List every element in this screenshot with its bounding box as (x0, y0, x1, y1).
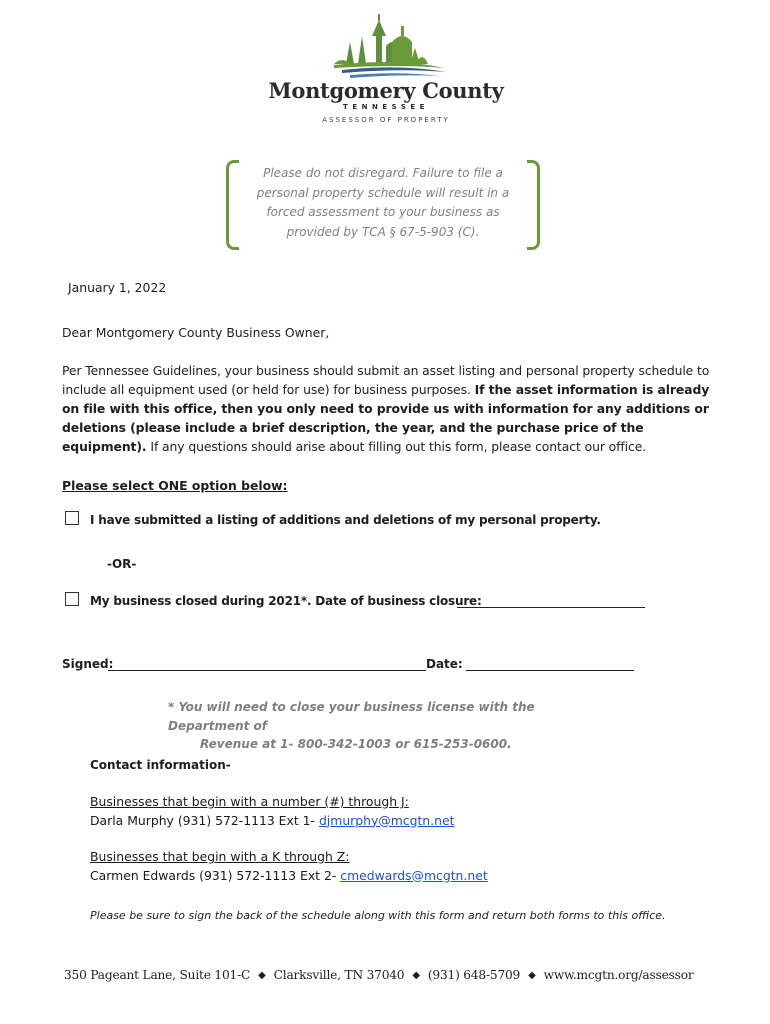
date-label: Date: (426, 657, 463, 671)
contact-range: Businesses that begin with a number (#) through J: (90, 794, 409, 809)
contact-range: Businesses that begin with a K through Z: (90, 849, 350, 864)
salutation: Dear Montgomery County Business Owner, (62, 325, 330, 340)
option1-label: I have submitted a listing of additions and deletions of my personal property. (90, 513, 601, 527)
or-label: -OR- (107, 557, 137, 571)
diamond-separator-icon: ◆ (528, 970, 536, 981)
footnote-line1: * You will need to close your business license with the Department of (168, 700, 535, 733)
closure-date-field[interactable] (457, 607, 645, 608)
para-intro: Per Tennessee Guidelines, your business should submit an asset listing and personal property schedule to include all equipment used (or held for use) for business purposes. (62, 363, 710, 397)
option1-checkbox[interactable] (65, 511, 79, 525)
county-name: Montgomery County (268, 78, 504, 103)
signature-field[interactable] (108, 670, 426, 671)
contact-line (90, 812, 454, 831)
email-link[interactable]: djmurphy@mcgtn.net (318, 812, 455, 828)
para-bold: If the asset information is already on file with this office, then you only need to provide us with information for any additions or deletions (please include a brief description, the year, and the purchase price of the equipment). (62, 382, 710, 454)
county-skyline-logo-icon (250, 12, 522, 82)
contact-heading: Contact information- (90, 758, 231, 772)
instructions-paragraph (62, 361, 712, 456)
footer-address: 350 Pageant Lane, Suite 101-C (64, 968, 251, 982)
county-department: ASSESSOR OF PROPERTY (322, 116, 450, 124)
contact-group-2 (90, 848, 488, 885)
diamond-separator-icon: ◆ (258, 970, 266, 981)
footnote (168, 698, 608, 754)
letter-date: January 1, 2022 (68, 280, 167, 295)
email-link[interactable]: cmedwards@mcgtn.net (340, 867, 488, 883)
county-state: TENNESSEE (343, 103, 429, 111)
contact-line (90, 867, 488, 886)
footer-city: Clarksville, TN 37040 (273, 968, 405, 982)
diamond-separator-icon: ◆ (412, 970, 420, 981)
contact-person: Darla Murphy (931) 572-1113 Ext 1- (90, 812, 319, 828)
option2-checkbox[interactable] (65, 592, 79, 606)
contact-person: Carmen Edwards (931) 572-1113 Ext 2- (90, 867, 341, 883)
footer-address-bar (64, 968, 724, 982)
footer-website[interactable]: www.mcgtn.org/assessor (543, 968, 694, 982)
notice-text: Please do not disregard. Failure to file a personal property schedule will result in a forced assessment to your business as provided by TCA § 67-5-903 (C). (256, 166, 510, 239)
select-heading: Please select ONE option below: (62, 478, 288, 493)
contact-group-1 (90, 793, 454, 830)
right-bracket (527, 160, 540, 250)
signed-label: Signed: (62, 657, 114, 671)
option2-label: My business closed during 2021*. Date of business closure: (90, 594, 482, 608)
footer-phone: (931) 648-5709 (427, 968, 521, 982)
footnote-line2: Revenue at 1- 800-342-1003 or 615-253-0600. (200, 737, 512, 751)
left-bracket (226, 160, 239, 250)
county-logo (250, 12, 522, 128)
signature-date-field[interactable] (466, 670, 634, 671)
final-note: Please be sure to sign the back of the schedule along with this form and return both forms to this office. (90, 909, 666, 922)
para-end: If any questions should arise about filling out this form, please contact our office. (146, 439, 647, 454)
notice-box (226, 160, 540, 248)
